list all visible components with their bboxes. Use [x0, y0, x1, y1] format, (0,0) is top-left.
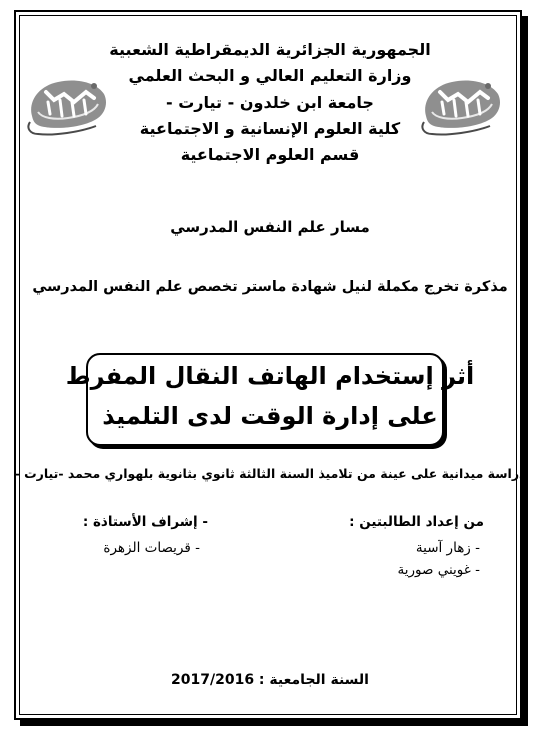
study-note: دراسة ميدانية على عينة من تلاميذ السنة الثالثة ثانوي بثانوية بلهواري محمد -تيارت -	[14, 466, 526, 481]
supervisor-name: - قريصات الزهرة	[103, 540, 200, 556]
ministry-name: وزارة التعليم العالي و البحث العلمي	[128, 66, 412, 85]
student-name-1: - زهار آسية	[415, 540, 480, 556]
department-name: قسم العلوم الاجتماعية	[180, 145, 360, 164]
students-label: من إعداد الطالبتين :	[349, 514, 484, 530]
student-name-2: - غويني صورية	[397, 562, 480, 578]
thesis-title-line2: على إدارة الوقت لدى التلميذ	[102, 402, 438, 430]
academic-year: السنة الجامعية : 2017/2016	[171, 672, 369, 688]
republic-name: الجمهورية الجزائرية الديمقراطية الشعبية	[109, 40, 431, 59]
track-name: مسار علم النفس المدرسي	[170, 218, 370, 236]
university-name: جامعة ابن خلدون - تيارت -	[166, 93, 374, 112]
faculty-name: كلية العلوم الإنسانية و الاجتماعية	[139, 119, 401, 138]
supervisor-label: - إشراف الأستاذة :	[82, 514, 208, 530]
page-shadow-bottom	[20, 720, 528, 726]
thesis-title-line1: أثر إستخدام الهاتف النقال المفرط	[65, 362, 475, 390]
memo-note: مذكرة تخرج مكملة لنيل شهادة ماستر تخصص علم النفس المدرسي	[32, 279, 508, 295]
